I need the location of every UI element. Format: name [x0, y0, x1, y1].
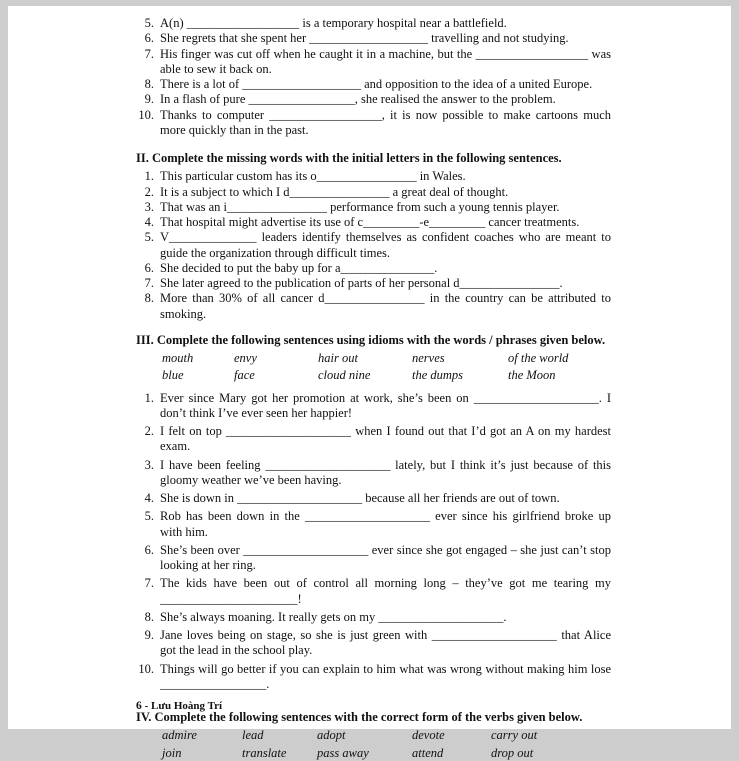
item-text: More than 30% of all cancer d________________ in the country can be attributed to smoking. — [160, 291, 611, 321]
list-item — [136, 169, 611, 184]
list-item — [136, 491, 611, 506]
list-item — [136, 291, 611, 322]
list-item — [136, 16, 611, 31]
item-number: 7. — [144, 276, 154, 290]
page-footer — [136, 699, 222, 713]
item-text: She decided to put the baby up for a_______________. — [160, 260, 438, 275]
item-number: 3. — [144, 199, 154, 214]
list-item — [136, 230, 611, 261]
item-number: 4. — [144, 491, 154, 505]
word-bank-term: attend — [412, 745, 444, 760]
word-bank-term: lead — [242, 728, 264, 743]
item-number: 6. — [144, 31, 154, 46]
word-bank-term: the Moon — [508, 368, 556, 383]
list-item — [136, 610, 611, 625]
section-iii-title: III. Complete the following sentences using idioms with the words / phrases given below. — [136, 332, 606, 347]
item-number: 9. — [144, 628, 154, 642]
item-text: Jane loves being on stage, so she is just green with ____________________ that Alice got the lead in the school play. — [160, 628, 611, 658]
item-text: There is a lot of ___________________ and opposition to the idea of a united Europe. — [160, 77, 593, 91]
item-text: I have been feeling ____________________ lately, but I think it’s just because of this gloomy weather we’ve been having. — [160, 457, 611, 487]
word-bank-term: face — [234, 368, 255, 383]
list-item — [136, 391, 611, 422]
word-bank-term: hair out — [318, 351, 358, 365]
item-number: 8. — [144, 77, 154, 91]
list-item — [136, 662, 611, 693]
word-bank-term: of the world — [508, 351, 569, 365]
item-text: Thanks to computer __________________, it is now possible to make cartoons much more quickly than in the past. — [160, 107, 611, 137]
word-bank-term: admire — [162, 728, 197, 743]
list-item — [136, 185, 611, 200]
item-text: Things will go better if you can explain to him what was wrong without making him lose _________________. — [160, 661, 611, 691]
item-number: 7. — [144, 576, 154, 591]
document-page — [8, 6, 731, 760]
footer-author: - Lưu Hoàng Trí — [144, 699, 223, 712]
word-bank-term: nerves — [412, 351, 445, 365]
word-bank-term: the dumps — [412, 368, 464, 383]
item-text: V______________ leaders identify themselves as confident coaches who are meant to guide the organization through difficult times. — [160, 230, 611, 260]
word-bank-term: cloud nine — [318, 368, 371, 383]
word-bank-term: pass away — [317, 745, 369, 760]
item-text: She regrets that she spent her ___________________ travelling and not studying. — [160, 31, 569, 46]
section-three-items — [136, 391, 611, 693]
item-number: 6. — [144, 260, 154, 275]
item-text: She’s always moaning. It really gets on my ____________________. — [160, 609, 507, 624]
item-number: 5. — [144, 16, 154, 30]
item-number: 3. — [144, 457, 154, 472]
word-bank-term: devote — [412, 728, 445, 743]
item-number: 8. — [144, 609, 154, 624]
item-text: That was an i________________ performance from such a young tennis player. — [160, 199, 560, 214]
word-bank-term: mouth — [162, 351, 194, 365]
item-number: 5. — [144, 230, 154, 245]
item-number: 2. — [144, 184, 154, 199]
item-text: The kids have been out of control all morning long – they’ve got me tearing my ______________________! — [160, 576, 611, 606]
word-bank-term: drop out — [491, 745, 534, 760]
item-number: 9. — [144, 92, 154, 107]
item-number: 2. — [144, 424, 154, 438]
list-item — [136, 543, 611, 574]
list-item — [136, 424, 611, 455]
item-number: 6. — [144, 542, 154, 557]
word-bank-term: blue — [162, 368, 184, 383]
item-text: She later agreed to the publication of parts of her personal d________________. — [160, 276, 563, 290]
section-ii-title: II. Complete the missing words with the initial letters in the following sentences. — [136, 151, 562, 165]
item-text: Rob has been down in the ____________________ ever since his girlfriend broke up with him. — [160, 509, 611, 539]
word-bank-term: translate — [242, 745, 287, 760]
list-item — [136, 261, 611, 276]
list-item — [136, 31, 611, 46]
section-one-items — [136, 16, 611, 138]
section-iv-title: IV. Complete the following sentences with the correct form of the verbs given below. — [136, 710, 583, 724]
word-bank — [162, 728, 611, 761]
list-item — [136, 47, 611, 78]
item-text: She is down in ____________________ because all her friends are out of town. — [160, 491, 560, 505]
item-number: 8. — [144, 291, 154, 306]
list-item — [136, 509, 611, 540]
item-text: A(n) __________________ is a temporary hospital near a battlefield. — [160, 16, 507, 30]
list-item — [136, 92, 611, 107]
list-item — [136, 458, 611, 489]
item-text: His finger was cut off when he caught it in a machine, but the __________________ was able to sew it back on. — [160, 46, 611, 76]
list-item — [136, 628, 611, 659]
item-text: Ever since Mary got her promotion at work, she’s been on ____________________. I don’t think I’ve ever seen her happier! — [160, 390, 611, 420]
list-item — [136, 200, 611, 215]
item-number: 10. — [138, 107, 154, 122]
list-item — [136, 215, 611, 230]
word-bank — [162, 351, 611, 384]
word-bank-term: envy — [234, 351, 257, 365]
word-bank-term: join — [162, 745, 182, 760]
item-text: It is a subject to which I d________________ a great deal of thought. — [160, 184, 509, 199]
list-item — [136, 276, 611, 291]
item-number: 7. — [144, 46, 154, 61]
list-item — [136, 576, 611, 607]
item-number: 1. — [144, 390, 154, 405]
item-number: 10. — [138, 661, 154, 676]
item-number: 4. — [144, 215, 154, 229]
item-text: That hospital might advertise its use of c_________-e_________ cancer treatments. — [160, 215, 580, 229]
item-text: I felt on top ____________________ when I found out that I’d got an A on my hardest exam. — [160, 424, 611, 454]
item-text: In a flash of pure _________________, she realised the answer to the problem. — [160, 92, 556, 107]
page-number: 6 — [136, 699, 142, 712]
item-text: This particular custom has its o________________ in Wales. — [160, 169, 466, 184]
word-bank-term: carry out — [491, 728, 538, 743]
word-bank-term: adopt — [317, 728, 346, 743]
list-item — [136, 77, 611, 92]
item-number: 5. — [144, 509, 154, 524]
section-two-items — [136, 169, 611, 322]
item-text: She’s been over ____________________ ever since she got engaged – she just can’t stop looking at her ring. — [160, 542, 611, 572]
list-item — [136, 108, 611, 139]
item-number: 1. — [144, 169, 154, 184]
